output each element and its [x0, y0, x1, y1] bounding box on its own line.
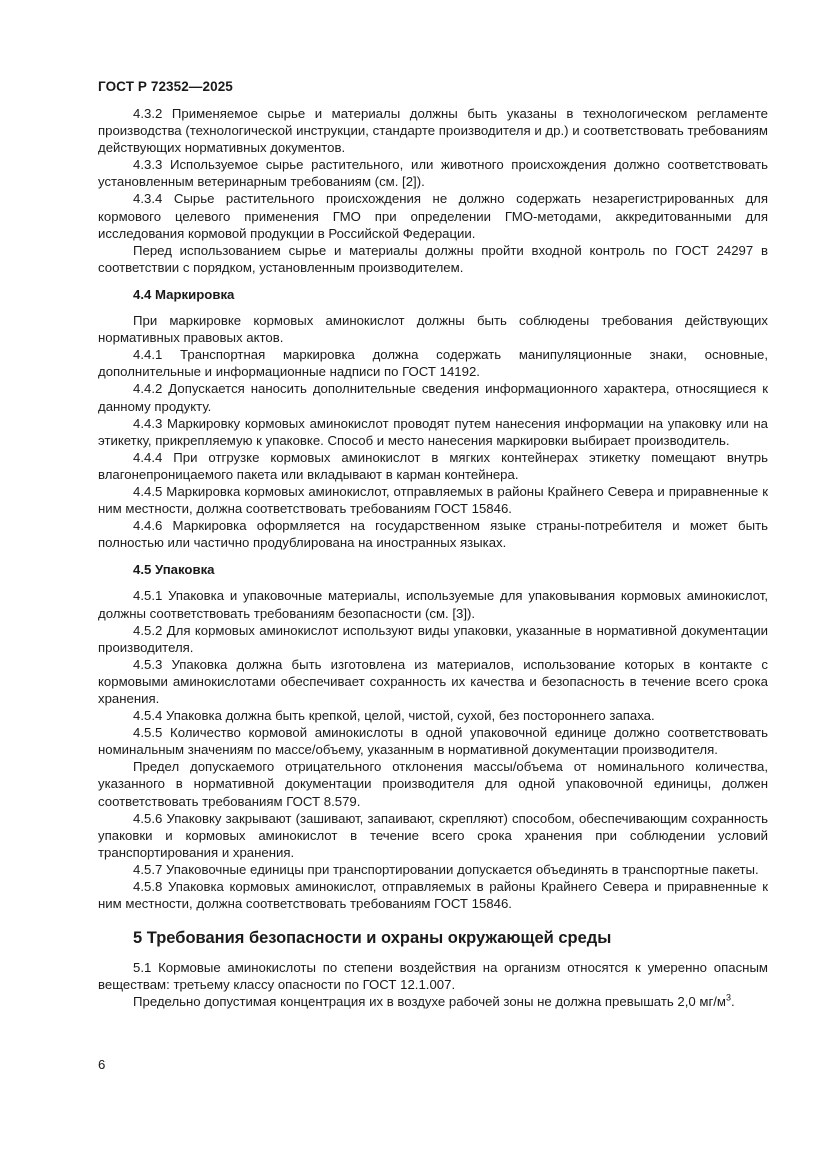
mpc-end: .: [731, 994, 735, 1010]
paragraph-4-3-3: 4.3.3 Используемое сырье растительного, или животного происхождения должно соответствовать установленным ветеринарным требованиям (см. [2]).: [98, 157, 768, 190]
paragraph-4-5-6: 4.5.6 Упаковку закрывают (зашивают, запаивают, скрепляют) способом, обеспечивающим сохранность упаковки и кормовых аминокислот в течение всего срока хранения при соблюдении условий транспортирования и хранения.: [98, 810, 768, 860]
paragraph-4-5-2: 4.5.2 Для кормовых аминокислот используют виды упаковки, указанные в нормативной документации производителя.: [98, 622, 768, 655]
paragraph-4-5-8: 4.5.8 Упаковка кормовых аминокислот, отправляемых в районы Крайнего Севера и приравненные к ним местности, должна соответствовать требованиям ГОСТ 15846.: [98, 879, 768, 912]
paragraph-4-4-1: 4.4.1 Транспортная маркировка должна содержать манипуляционные знаки, основные, дополнительные и информационные надписи по ГОСТ 14192.: [98, 347, 768, 380]
paragraph-5-1: 5.1 Кормовые аминокислоты по степени воздействия на организм относятся к умеренно опасным веществам: третьему классу опасности по ГОСТ 12.1.007.: [98, 960, 768, 993]
paragraph-4-3-2: 4.3.2 Применяемое сырье и материалы должны быть указаны в технологическом регламенте производства (технологической инструкции, стандарте производителя и др.) и соответствовать требованиям действующих нормативных документов.: [98, 106, 768, 156]
paragraph-4-4-4: 4.4.4 При отгрузке кормовых аминокислот в мягких контейнерах этикетку помещают внутрь влагонепроницаемого пакета или вкладывают в карман контейнера.: [98, 449, 768, 482]
mpc-text: Предельно допустимая концентрация их в воздухе рабочей зоны не должна превышать 2,0 мг/м: [133, 994, 727, 1010]
section-heading-5: 5 Требования безопасности и охраны окружающей среды: [133, 929, 612, 948]
paragraph-4-5-4: 4.5.4 Упаковка должна быть крепкой, целой, чистой, сухой, без постороннего запаха.: [133, 708, 655, 724]
paragraph-4-5-1: 4.5.1 Упаковка и упаковочные материалы, используемые для упаковывания кормовых аминокислот, должны соответствовать требованиям безопасности (см. [3]).: [98, 588, 768, 621]
paragraph-4-4-6: 4.4.6 Маркировка оформляется на государственном языке страны-потребителя и может быть полностью или частично продублирована на иностранных языках.: [98, 518, 768, 551]
paragraph-4-5-7: 4.5.7 Упаковочные единицы при транспортировании допускается объединять в транспортные пакеты.: [133, 861, 759, 877]
paragraph-4-5-5: 4.5.5 Количество кормовой аминокислоты в одной упаковочной единице должно соответствовать номинальным значениям по массе/объему, указанным в нормативной документации производителя.: [98, 725, 768, 758]
paragraph-4-4: При маркировке кормовых аминокислот должны быть соблюдены требования действующих нормативных правовых актов.: [98, 313, 768, 346]
document-header: ГОСТ Р 72352—2025: [98, 79, 233, 94]
unit-superscript: 3: [726, 993, 732, 1004]
paragraph-4-3-4-cont: Перед использованием сырье и материалы должны пройти входной контроль по ГОСТ 24297 в соответствии с порядком, установленным производителем.: [98, 242, 768, 275]
paragraph-5-1-cont: [98, 993, 768, 1010]
paragraph-4-4-3: 4.4.3 Маркировку кормовых аминокислот проводят путем нанесения информации на упаковку или на этикетку, прикрепляемую к упаковке. Способ и место нанесения маркировки выбирает производитель.: [98, 415, 768, 448]
document-body: [98, 105, 768, 1011]
subheading-4-5: 4.5 Упаковка: [133, 562, 215, 578]
paragraph-4-5-5-cont: Предел допускаемого отрицательного отклонения массы/объема от номинального количества, указанного в нормативной документации производителя для одной упаковочной единицы, должен соответствовать требованиям ГОСТ 8.579.: [98, 759, 768, 809]
paragraph-4-3-4: 4.3.4 Сырье растительного происхождения не должно содержать незарегистрированных для кормового целевого применения ГМО при определении ГМО-методами, аккредитованными для исследования кормовой продукции в Российской Федерации.: [98, 191, 768, 241]
paragraph-4-4-2: 4.4.2 Допускается наносить дополнительные сведения информационного характера, относящиеся к данному продукту.: [98, 381, 768, 414]
paragraph-4-4-5: 4.4.5 Маркировка кормовых аминокислот, отправляемых в районы Крайнего Севера и приравненные к ним местности, должна соответствовать требованиям ГОСТ 15846.: [98, 483, 768, 517]
subheading-4-4: 4.4 Маркировка: [133, 286, 235, 302]
paragraph-4-5-3: 4.5.3 Упаковка должна быть изготовлена из материалов, использование которых в контакте с кормовыми аминокислотами обеспечивает сохранность их качества и безопасность в течение всего срока хранения.: [98, 656, 768, 706]
page-number: 6: [98, 1057, 106, 1072]
